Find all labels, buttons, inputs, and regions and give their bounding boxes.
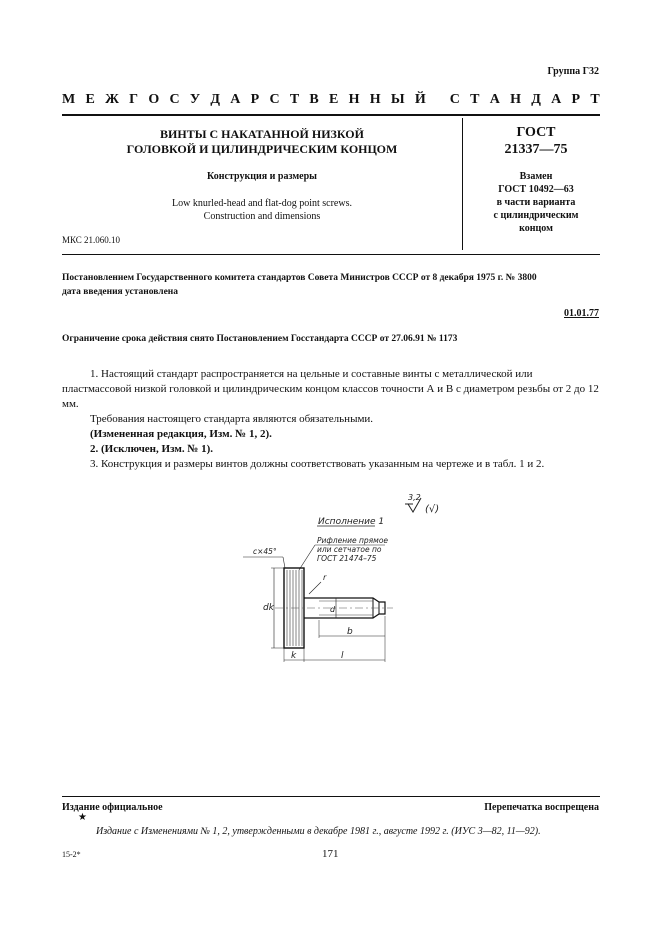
print-signature: 15-2*	[62, 850, 81, 859]
banner-letter: Р	[250, 92, 260, 107]
l-label: l	[341, 651, 344, 661]
banner-letter: Е	[85, 92, 95, 107]
title-line-1: ВИНТЫ С НАКАТАННОЙ НИЗКОЙ	[160, 127, 364, 141]
banner-letter: У	[189, 92, 201, 107]
header-divider	[462, 118, 463, 250]
footer-rule	[62, 796, 600, 797]
banner-letter	[436, 92, 440, 108]
banner-letter: Н	[369, 92, 381, 107]
k-label: k	[291, 651, 297, 661]
page-number: 171	[322, 848, 339, 860]
effective-date: 01.01.77	[564, 308, 599, 319]
gost-label: ГОСТ	[516, 125, 556, 140]
banner-letter: Т	[289, 92, 300, 107]
mks-code: МКС 21.060.10	[62, 235, 121, 245]
banner-letter: Н	[348, 92, 360, 107]
banner-letter: Г	[129, 92, 139, 107]
gost-number: 21337—75	[504, 142, 568, 157]
fillet-label: r	[323, 573, 327, 582]
body-text	[62, 367, 600, 472]
banner-letter: Ы	[390, 92, 405, 107]
document-subtitle: Конструкция и размеры	[207, 171, 317, 182]
banner-letter: О	[148, 92, 160, 107]
restriction-text: Ограничение срока действия снято Постановлением Госстандарта СССР от 27.06.91 № 1173	[62, 334, 458, 344]
mid-rule	[62, 254, 600, 255]
decree-line-2: дата введения установлена	[62, 287, 179, 297]
banner-letter: Т	[590, 92, 600, 107]
banner-letter: Й	[414, 92, 426, 107]
banner-letter: А	[230, 92, 241, 107]
paragraph-1: 1. Настоящий стандарт распространяется на цельные и составные винты с металлической или пластмассовой низкой головкой и цилиндрическим концом классов точности А и В с диаметром резьбы от 2 до 12 мм.	[62, 368, 599, 410]
paragraph-2: Требования настоящего стандарта являются обязательными.	[90, 413, 374, 425]
banner-letter: С	[449, 92, 460, 107]
banner-letter: С	[269, 92, 280, 107]
english-title-line-2: Construction and dimensions	[203, 211, 321, 222]
knurl-note-1: Рифление прямое	[317, 536, 389, 545]
paragraph-5: 3. Конструкция и размеры винтов должны соответствовать указанным на чертеже и в табл. 1 и 2.	[90, 458, 545, 470]
banner-letter: Ж	[105, 92, 119, 107]
banner-letter: Р	[571, 92, 581, 107]
document-title	[62, 127, 462, 157]
banner-letter: А	[551, 92, 562, 107]
top-rule	[62, 114, 600, 116]
b-label: b	[347, 627, 353, 637]
edition-footnote: Издание с Изменениями № 1, 2, утвержденными в декабре 1981 г., августе 1992 г. (ИУС 3—82, 11—92).	[96, 826, 541, 837]
knurl-note-2: или сетчатое по	[317, 545, 382, 554]
banner-letter: М	[62, 92, 76, 107]
variant-label: Исполнение 1	[318, 517, 385, 527]
gost-designation	[472, 124, 600, 158]
edition-label: Издание официальное	[62, 802, 163, 813]
screw-drawing	[235, 490, 465, 680]
reprint-label: Перепечатка воспрещена	[484, 802, 599, 813]
banner-letter: Е	[329, 92, 339, 107]
standard-banner	[62, 92, 600, 108]
replaces-line: ГОСТ 10492—63	[498, 184, 574, 195]
group-code: Группа Г32	[547, 66, 599, 77]
replaces-line: с цилиндрическим	[493, 210, 579, 221]
banner-letter: Н	[510, 92, 522, 107]
banner-letter: Д	[210, 92, 221, 107]
d-label: d	[330, 605, 336, 614]
title-line-2: ГОЛОВКОЙ И ЦИЛИНДРИЧЕСКИМ КОНЦОМ	[126, 142, 398, 156]
banner-letter: Т	[470, 92, 480, 107]
replaces-line: в части варианта	[496, 197, 576, 208]
paragraph-3: (Измененная редакция, Изм. № 1, 2).	[90, 428, 272, 440]
star-icon: ★	[78, 812, 87, 823]
banner-letter: С	[169, 92, 180, 107]
replaces-line: концом	[519, 223, 553, 234]
roughness-paren: (√)	[425, 504, 440, 515]
replaces-block	[472, 170, 600, 235]
banner-letter: Д	[531, 92, 541, 107]
english-title	[62, 197, 462, 223]
decree-line-1: Постановлением Государственного комитета стандартов Совета Министров СССР от 8 декабря 1975 г. № 3800	[62, 273, 537, 283]
banner-letter: А	[489, 92, 500, 107]
roughness-value: 3,2	[408, 493, 421, 502]
chamfer-label: c×45°	[253, 547, 277, 556]
replaces-line: Взамен	[519, 171, 553, 182]
paragraph-4: 2. (Исключен, Изм. № 1).	[90, 443, 214, 455]
decree-text	[62, 271, 600, 299]
english-title-line-1: Low knurled-head and flat-dog point screws.	[172, 198, 352, 209]
dk-label: dk	[263, 603, 274, 613]
banner-letter: В	[309, 92, 319, 107]
knurl-note-3: ГОСТ 21474–75	[317, 554, 377, 563]
